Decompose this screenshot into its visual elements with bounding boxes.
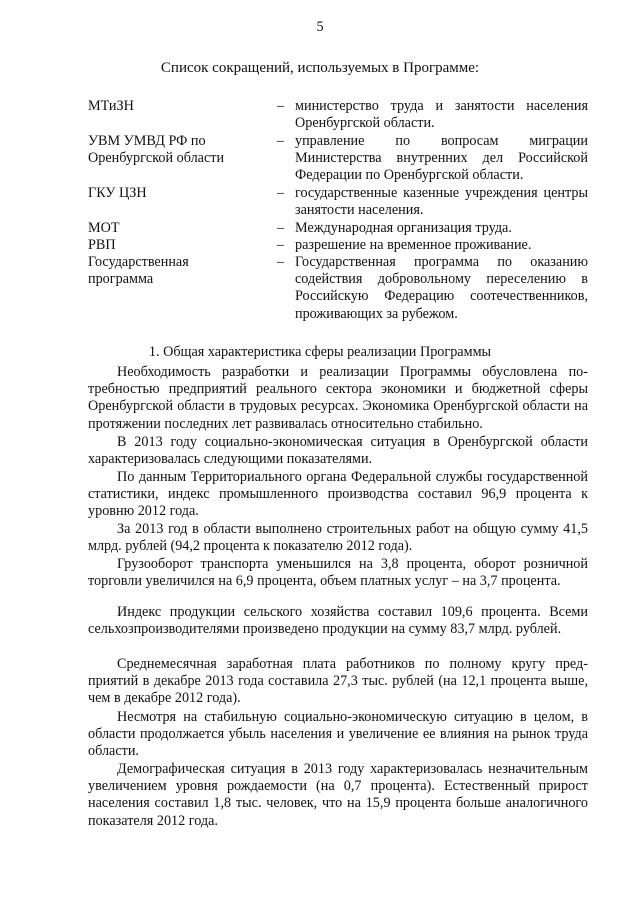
abbreviation-dash: – [277,133,285,149]
abbreviation-dash: – [277,220,285,236]
abbreviation-term: ГКУ ЦЗН [88,185,147,201]
abbreviation-term: УВМ УМВД РФ по Оренбургской области [88,133,225,167]
body-paragraph: Необходимость разработки и реализации Программы обусловлена потребностью предприятий реального сектора экономики и бюджетной сферы Оренбургской области в трудовых ресурсах. Экономика Оренбургской области на протяжении последних лет развивалась относительно стабильно. [88,364,588,432]
abbreviation-term: РВП [88,237,116,253]
body-paragraph: Среднемесячная заработная плата работников по полному кругу предприятий в декабре 2013 года составила 27,3 тыс. рублей (на 12,1 процента выше, чем в декабре 2012 года). [88,656,588,707]
abbreviation-dash: – [277,98,285,114]
body-paragraph: По данным Территориального органа Федеральной службы государственной статистики, индекс промышленного производства составил 96,9 процента к уровню 2012 года. [88,469,588,520]
abbreviation-definition: государственные казенные учреждения центры занятости населения. [295,185,588,219]
section-heading: 1. Общая характеристика сферы реализации Программы [148,344,492,360]
body-paragraph: В 2013 году социально-экономическая ситуация в Оренбургской области характеризовалась следующими показателями. [88,434,588,468]
abbreviation-term: Государственная программа [88,254,189,288]
abbreviation-term: МТиЗН [88,98,134,114]
abbreviation-definition: Международная организация труда. [295,220,512,236]
abbreviation-dash: – [277,254,285,270]
abbreviation-dash: – [277,237,285,253]
body-paragraph: Грузооборот транспорта уменьшился на 3,8 процента, оборот розничной торговли увеличился на 6,9 процента, объем платных услуг – на 3,7 процента. [88,556,588,590]
page-number: 5 [316,19,324,35]
abbreviation-dash: – [277,185,285,201]
abbreviation-definition: министерство труда и занятости населения Оренбургской области. [295,98,588,132]
body-paragraph: Несмотря на стабильную социально-экономическую ситуацию в целом, в области продолжается убыль населения и увеличение ее влияния на рынок труда области. [88,709,588,760]
body-paragraph: Индекс продукции сельского хозяйства составил 109,6 процента. Всеми сельхозпроизводителями произведено продукции на сумму 83,7 млрд. рублей. [88,604,588,638]
abbreviation-definition: управление по вопросам миграции Министерства внутренних дел Российской Федерации по Оренбургской области. [295,133,588,184]
abbreviations-list-title: Список сокращений, используемых в Программе: [160,60,480,76]
body-paragraph: Демографическая ситуация в 2013 году характеризовалась незначительным увеличением уровня рождаемости (на 0,7 процента). Естественный прирост населения составил 1,8 тыс. человек, что на 15,9 процента больше аналогичного показателя 2012 года. [88,761,588,829]
abbreviation-term: МОТ [88,220,120,236]
body-paragraph: За 2013 год в области выполнено строительных работ на общую сумму 41,5 млрд. рублей (94,2 процента к показателю 2012 года). [88,521,588,555]
abbreviation-definition: разрешение на временное проживание. [295,237,532,253]
abbreviation-definition: Государственная программа по оказанию содействия добровольному переселению в Российскую Федерацию соотечественников, проживающих за рубежом. [295,254,588,322]
